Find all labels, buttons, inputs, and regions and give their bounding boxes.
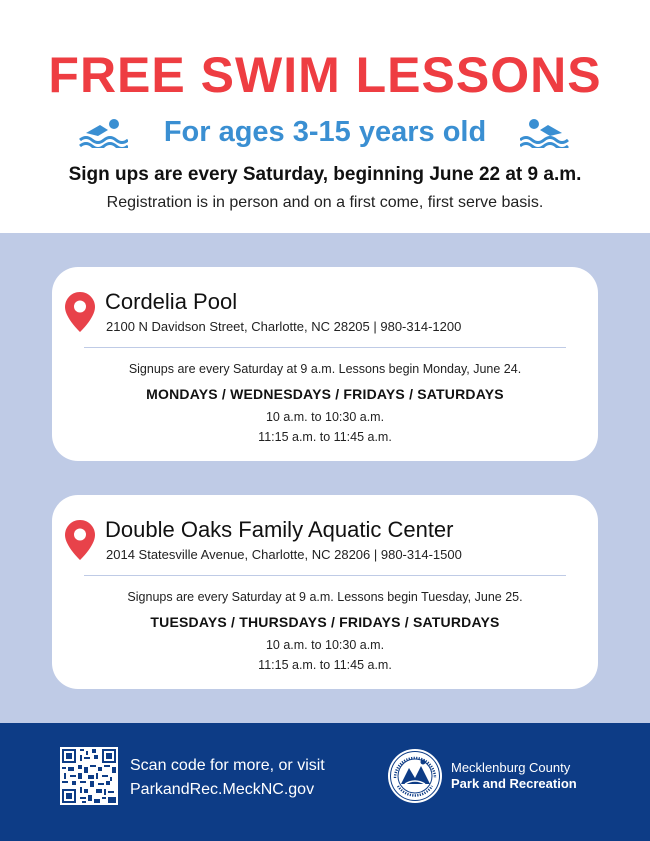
logo-line-1: Mecklenburg County — [451, 760, 571, 775]
locations-band — [0, 233, 650, 723]
county-seal-logo — [387, 748, 443, 804]
lesson-time: 10 a.m. to 10:30 a.m. — [265, 410, 385, 424]
location-pin-icon — [64, 291, 96, 333]
lesson-time: 11:15 a.m. to 11:45 a.m. — [258, 430, 392, 444]
location-name: Cordelia Pool — [105, 289, 238, 314]
lesson-time: 10 a.m. to 10:30 a.m. — [265, 638, 385, 652]
page-title: FREE SWIM LESSONS — [48, 47, 602, 103]
location-name: Double Oaks Family Aquatic Center — [105, 517, 454, 542]
divider — [84, 575, 566, 576]
location-card-double-oaks — [52, 495, 598, 689]
registration-note: Registration is in person and on a first come, first serve basis. — [106, 194, 544, 211]
footer — [0, 723, 650, 841]
call-to-action — [130, 754, 325, 802]
swimmer-icon — [520, 116, 570, 148]
location-signups: Signups are every Saturday at 9 a.m. Lessons begin Tuesday, June 25. — [127, 590, 523, 604]
qr-code-icon[interactable] — [60, 747, 118, 805]
logo-line-2: Park and Recreation — [451, 776, 577, 791]
lesson-time: 11:15 a.m. to 11:45 a.m. — [258, 658, 392, 672]
signup-schedule: Sign ups are every Saturday, beginning June 22 at 9 a.m. — [68, 164, 582, 185]
logo-wordmark — [451, 760, 577, 792]
location-pin-icon — [64, 519, 96, 561]
lesson-days: MONDAYS / WEDNESDAYS / FRIDAYS / SATURDAYS — [146, 386, 504, 402]
ages-subtitle: For ages 3-15 years old — [163, 116, 487, 148]
ages-row — [0, 112, 650, 152]
website-link[interactable]: ParkandRec.MeckNC.gov — [130, 781, 315, 798]
location-address: 2100 N Davidson Street, Charlotte, NC 28205 | 980-314-1200 — [106, 319, 462, 334]
cta-line-1: Scan code for more, or visit — [130, 757, 325, 774]
lesson-days: TUESDAYS / THURSDAYS / FRIDAYS / SATURDAYS — [150, 614, 500, 630]
header — [0, 0, 650, 233]
location-card-cordelia — [52, 267, 598, 461]
location-address: 2014 Statesville Avenue, Charlotte, NC 28206 | 980-314-1500 — [106, 547, 462, 562]
divider — [84, 347, 566, 348]
location-signups: Signups are every Saturday at 9 a.m. Lessons begin Monday, June 24. — [128, 362, 522, 376]
